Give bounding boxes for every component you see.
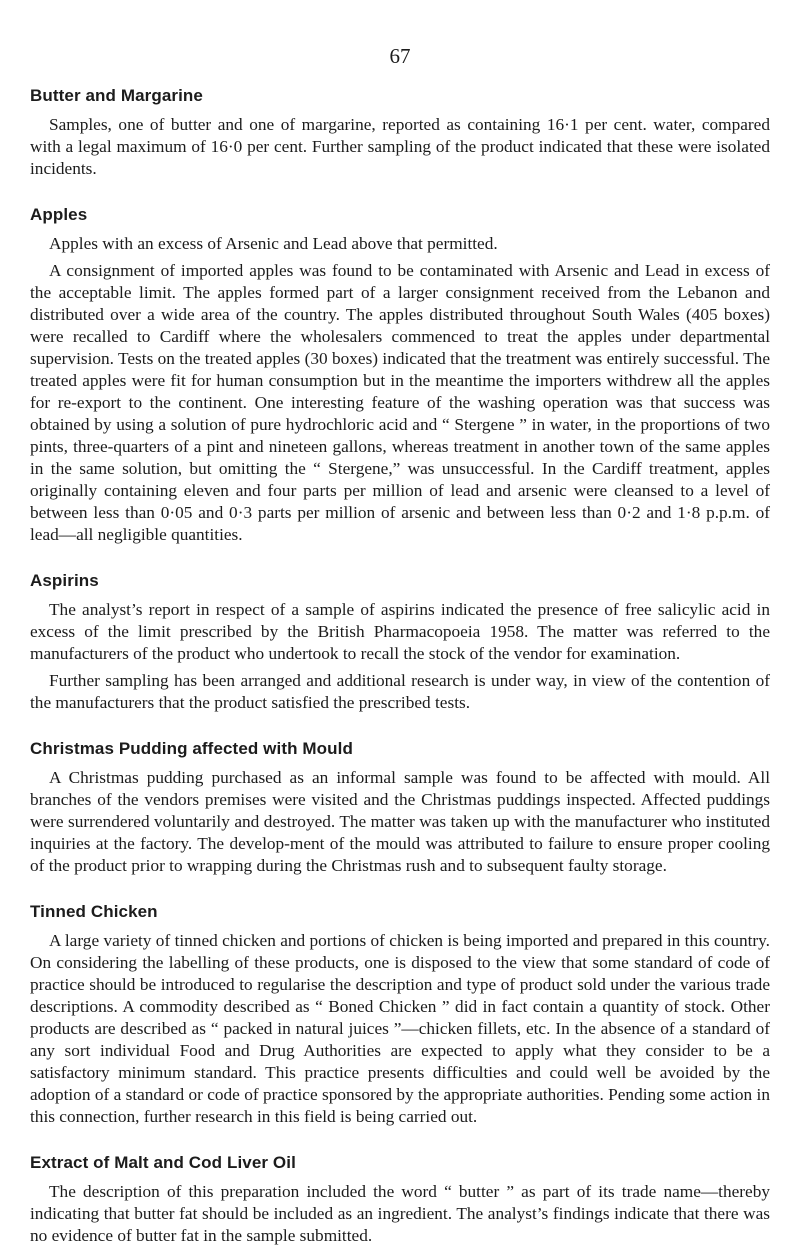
paragraph: A Christmas pudding purchased as an informal sample was found to be affected with mould. All branches of the vendors premises were visited and the Christmas puddings inspected. Affected puddings were surrendered voluntarily and destroyed. The matter was taken up with the manufacturer who instituted inquiries at the factory. The develop-ment of the mould was attributed to failure to ensure proper cooling of the product prior to wrapping during the Christmas rush and to subsequent faulty storage. xyxy=(30,768,770,875)
paragraph: The analyst’s report in respect of a sample of aspirins indicated the presence of free salicylic acid in excess of the limit prescribed by the British Pharmacopoeia 1958. The matter was referred to the manufacturers of the product who undertook to recall the stock of the vendor for examination. xyxy=(30,600,770,663)
section-christmas-pudding xyxy=(30,739,770,877)
paragraph: Samples, one of butter and one of margarine, reported as containing 16·1 per cent. water, compared with a legal maximum of 16·0 per cent. Further sampling of the product indicated that these were isolated incidents. xyxy=(30,115,770,178)
section-tinned-chicken xyxy=(30,902,770,1128)
section-apples xyxy=(30,205,770,546)
section-heading: Apples xyxy=(30,205,88,224)
paragraph: A consignment of imported apples was found to be contaminated with Arsenic and Lead in excess of the acceptable limit. The apples formed part of a larger consignment received from the Lebanon and distributed over a wide area of the country. The apples distributed throughout South Wales (405 boxes) were recalled to Cardiff where the wholesalers commenced to treat the apples under departmental supervision. Tests on the treated apples (30 boxes) indicated that the treatment was entirely successful. The treated apples were fit for human consumption but in the meantime the importers withdrew all the apples for re-export to the continent. One interesting feature of the washing operation was that success was obtained by using a solution of pure hydrochloric acid and “ Stergene ” in water, in the proportions of two pints, three-quarters of a pint and nineteen gallons, whereas treatment in another town of the same apples in the same solution, but omitting the “ Stergene,” was unsuccessful. In the Cardiff treatment, apples originally containing eleven and four parts per million of lead and arsenic were cleansed to a level of between less than 0·05 and 0·3 parts per million of arsenic and between less than 0·2 and 1·8 p.p.m. of lead—all negligible quantities. xyxy=(30,261,770,544)
section-heading: Extract of Malt and Cod Liver Oil xyxy=(30,1153,296,1172)
section-heading: Tinned Chicken xyxy=(30,902,158,921)
paragraph: Apples with an excess of Arsenic and Lead above that permitted. xyxy=(49,234,498,253)
section-butter-and-margarine xyxy=(30,86,770,180)
paragraph: A large variety of tinned chicken and portions of chicken is being imported and prepared in this country. On considering the labelling of these products, one is disposed to the view that some standard of code of practice should be introduced to regularise the description and type of product sold under the various trade descriptions. A commodity described as “ Boned Chicken ” did in fact contain a quantity of stock. Other products are described as “ packed in natural juices ”—chicken fillets, etc. In the absence of a standard of any sort individual Food and Drug Authorities are expected to apply what they consider to be a satisfactory minimum standard. This practice presents difficulties and could well be avoided by the adoption of a standard or code of practice sponsored by the appropriate authorities. Pending some action in this connection, further research in this field is being carried out. xyxy=(30,931,770,1126)
section-heading: Butter and Margarine xyxy=(30,86,203,105)
paragraph: The description of this preparation included the word “ butter ” as part of its trade name—thereby indicating that butter fat should be included as an ingredient. The analyst’s findings indicate that there was no evidence of butter fat in the sample submitted. xyxy=(30,1182,770,1245)
section-extract-of-malt xyxy=(30,1153,770,1247)
section-aspirins xyxy=(30,571,770,714)
section-heading: Christmas Pudding affected with Mould xyxy=(30,739,353,758)
page-number: 67 xyxy=(389,44,411,68)
section-heading: Aspirins xyxy=(30,571,99,590)
paragraph: Further sampling has been arranged and additional research is under way, in view of the contention of the manufacturers that the product satisfied the prescribed tests. xyxy=(30,671,770,712)
